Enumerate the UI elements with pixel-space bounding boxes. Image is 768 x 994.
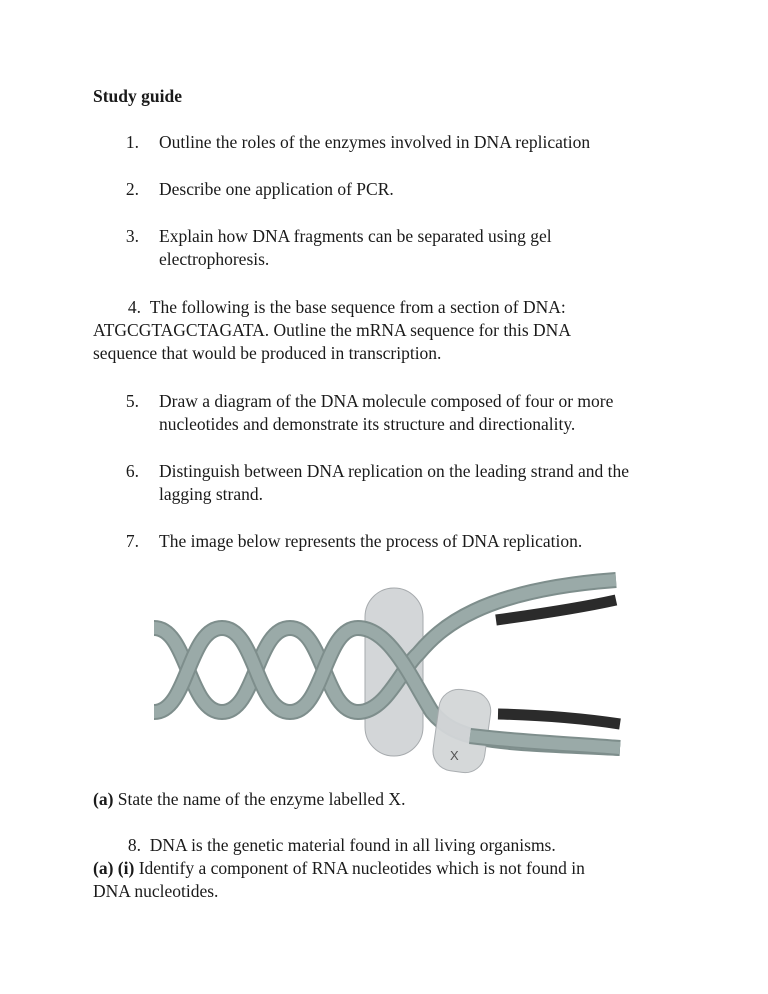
question-7a <box>93 788 405 811</box>
question-8 <box>93 834 585 903</box>
part-text: State the name of the enzyme labelled X. <box>113 789 406 809</box>
part-text: DNA nucleotides. <box>93 881 219 901</box>
question-text: ATGCGTAGCTAGATA. Outline the mRNA sequence for this DNA <box>93 320 571 340</box>
question-text: The following is the base sequence from a section of DNA: <box>149 297 566 317</box>
question-text: sequence that would be produced in transcription. <box>93 343 442 363</box>
question-text: Explain how DNA fragments can be separated using gel <box>159 226 552 246</box>
question-text: electrophoresis. <box>159 249 270 269</box>
part-marker: (a) <box>93 789 114 809</box>
page-title: Study guide <box>93 86 182 106</box>
enzyme-x-label: X <box>450 748 459 763</box>
question-number: 7. <box>125 531 139 551</box>
question-text: Distinguish between DNA replication on the leading strand and the <box>159 461 629 481</box>
question-number: 6. <box>125 461 139 481</box>
question-text: DNA is the genetic material found in all living organisms. <box>149 835 556 855</box>
question-number: 2. <box>125 179 139 199</box>
question-text: The image below represents the process of DNA replication. <box>159 531 583 551</box>
question-number: 5. <box>125 391 139 411</box>
question-4 <box>93 296 571 365</box>
question-number: 1. <box>125 132 139 152</box>
question-text: Describe one application of PCR. <box>159 179 394 199</box>
new-strand-lower <box>498 714 620 724</box>
question-text: Outline the roles of the enzymes involved in DNA replication <box>159 132 591 152</box>
question-number: 3. <box>125 226 139 246</box>
question-number: 8. <box>127 835 141 855</box>
question-text: lagging strand. <box>159 484 264 504</box>
part-text: Identify a component of RNA nucleotides which is not found in <box>134 858 585 878</box>
question-number: 4. <box>127 297 141 317</box>
dna-replication-diagram <box>140 570 630 780</box>
question-text: nucleotides and demonstrate its structure and directionality. <box>159 414 576 434</box>
question-text: Draw a diagram of the DNA molecule composed of four or more <box>159 391 614 411</box>
part-marker: (a) (i) <box>93 858 135 878</box>
